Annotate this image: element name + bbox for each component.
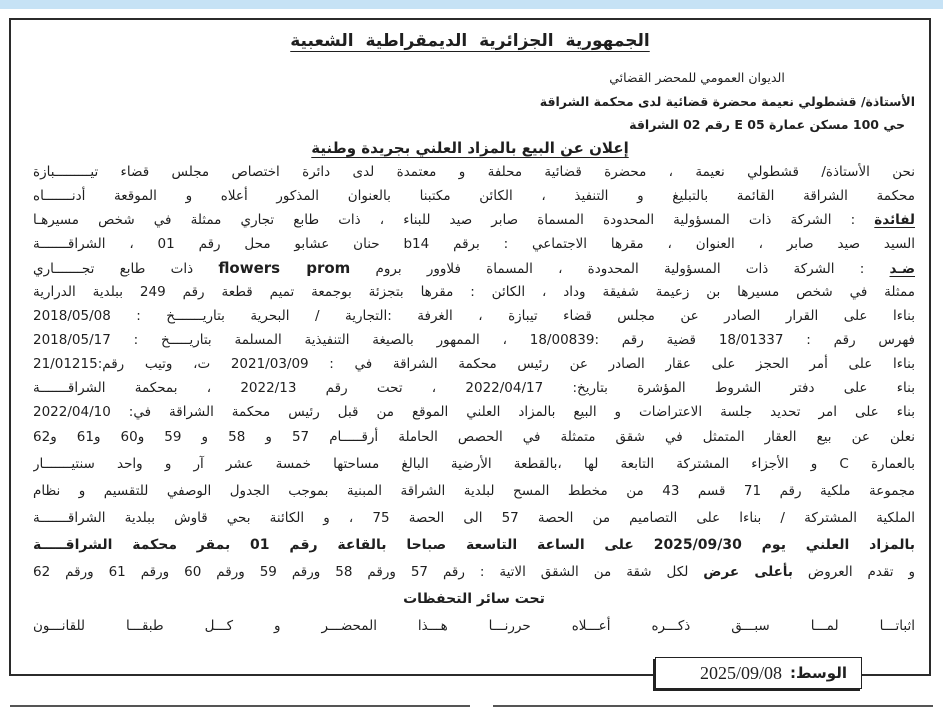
offers-text-1: و تقدم العروض xyxy=(792,564,915,580)
offers-highest-bid: بأعلى عرض xyxy=(703,564,793,580)
notice-line-4: السيد صيد صابر ، العنوان ، مقرها الاجتماعي : برقم b14 حنان عشابو محل رقم 01 ، الشراقـــــــة xyxy=(33,236,915,252)
notice-line-9: بناءا على أمر الحجز على عقار الصادر عن رئيس محكمة الشراقة في : 2021/03/09 ت، وتيب رقم:21/01215 xyxy=(33,356,915,372)
office-name: الديوان العمومي للمحضر القضائي xyxy=(609,70,785,85)
defendant-text-1: : الشركة ذات المسؤولية المحدودة ، المسماة فلاوور بروم xyxy=(350,261,890,277)
newspaper-name: الوسط: xyxy=(790,664,847,682)
offers-text-2: لكل شقة من الشقق الاتية : رقم 57 ورقم 58 ورقم 59 ورقم 60 ورقم 61 ورقم 62 xyxy=(33,564,704,580)
newspaper-source-box xyxy=(655,657,862,689)
legal-notice-frame xyxy=(9,18,931,676)
beneficiary-label: لفائدة xyxy=(874,212,915,228)
notice-line-2: محكمة الشراقة القائمة بالتبليغ و التنفيذ ، الكائن مكتبنا بالعنوان المذكور أعلاه و الموقعة أدنـــــــاه xyxy=(33,188,915,204)
closing-line: اثباتـــا لمـــا سبـــق ذكـــره أعـــلاه حررنـــا هـــذا المحضـــر و كـــل طبقـــا للقانـــون xyxy=(33,618,915,634)
notice-line-1: نحن الأستاذة/ قشطولي نعيمة ، محضرة قضائية محلفة و معتمدة لدى دائرة اختصاص مجلس قضاء تيـــــــــبازة xyxy=(33,164,915,180)
notice-line-15: الملكية المشتركة / بناءا على التصاميم من الحصة 57 الى الحصة 75 ، و الكائنة بحي قاوش ببلدية الشراقـــــــة xyxy=(33,510,915,526)
top-color-band xyxy=(0,0,943,9)
beneficiary-text: : الشركة ذات المسؤولية المحدودة المسماة صابر صيد للبناء ، ذات طابع تجاري ممثلة في شخص مسيرهـا xyxy=(33,212,875,228)
bailiff-office-block xyxy=(479,66,915,137)
auction-date-line: بالمزاد العلني يوم 2025/09/30 على الساعة التاسعة صباحا بالقاعة رقم 01 بمقر محكمة الشراقـــــة xyxy=(33,537,915,553)
notice-line-7: بناءا على القرار الصادر عن مجلس قضاء تيبازة ، الغرفة :التجارية / البحرية بتاريـــــــخ : 2018/05/08 xyxy=(33,308,915,324)
defendant-text-2: ذات طابع تجـــــــاري xyxy=(33,261,219,277)
office-address: حي 100 مسكن عمارة E 05 رقم 02 الشراقة xyxy=(629,117,905,132)
notice-line-14: مجموعة ملكية رقم 71 قسم 43 من مخطط المسح لبلدية الشراقة المبنية بموجب الجدول الوصفي للتقسيم و نظام xyxy=(33,483,915,499)
notice-line-10: بناء على دفتر الشروط المؤشرة بتاريخ: 2022/04/17 ، تحت رقم 2022/13 ، بمحكمة الشراقـــــــة xyxy=(33,380,915,396)
defendant-name-latin: flowers prom xyxy=(218,259,351,277)
notice-line-13: بالعمارة C و الأجزاء المشتركة التابعة لها ،بالقطعة الأرضية البالغ مساحتها خمسة عشر آر و واحد سنتيـــــــار xyxy=(33,456,915,472)
republic-title-text: الجمهورية الجزائرية الديمقراطية الشعبية xyxy=(290,31,650,51)
notice-line-beneficiary xyxy=(33,208,915,232)
republic-title xyxy=(11,28,929,54)
defendant-label: ضـد xyxy=(889,261,915,277)
bottom-divider-left xyxy=(10,705,470,707)
notice-line-12: نعلن عن بيع العقار المتمثل في شقق متمثلة في الحصص الحاملة أرقـــــام 57 و 58 و 59 و60 و61 و62 xyxy=(33,429,915,445)
notice-line-defendant xyxy=(33,256,915,280)
notice-body xyxy=(33,160,915,640)
notice-line-11: بناء على امر تحديد جلسة الاعتراضات و البيع بالمزاد العلني الموقع من قبل رئيس محكمة الشراقة في: 2022/04/10 xyxy=(33,404,915,420)
bottom-divider-right xyxy=(493,705,933,707)
notice-line-6: ممثلة في شخص مسيرها بن زعيمة شفيقة وداد ، الكائن : مقرها بتجزئة بوجمعة تميم قطعة رقم 249 ببلدية الدرارية xyxy=(33,284,915,300)
notice-heading-text: إعلان عن البيع بالمزاد العلني بجريدة وطنية xyxy=(311,139,629,157)
offers-line xyxy=(33,559,915,586)
bailiff-name: الأستاذة/ قشطولي نعيمة محضرة قضائية لدى محكمة الشراقة xyxy=(539,93,915,109)
publication-date: 2025/09/08 xyxy=(699,662,782,683)
notice-line-8: فهرس رقم : 18/01337 قضية رقم :18/00839 ، الممهور بالصيغة التنفيذية المسلمة بتاريـــــخ : 2018/05/17 xyxy=(33,332,915,348)
reservations-line: تحت سائر التحفظات xyxy=(403,591,545,607)
notice-heading xyxy=(11,136,929,160)
